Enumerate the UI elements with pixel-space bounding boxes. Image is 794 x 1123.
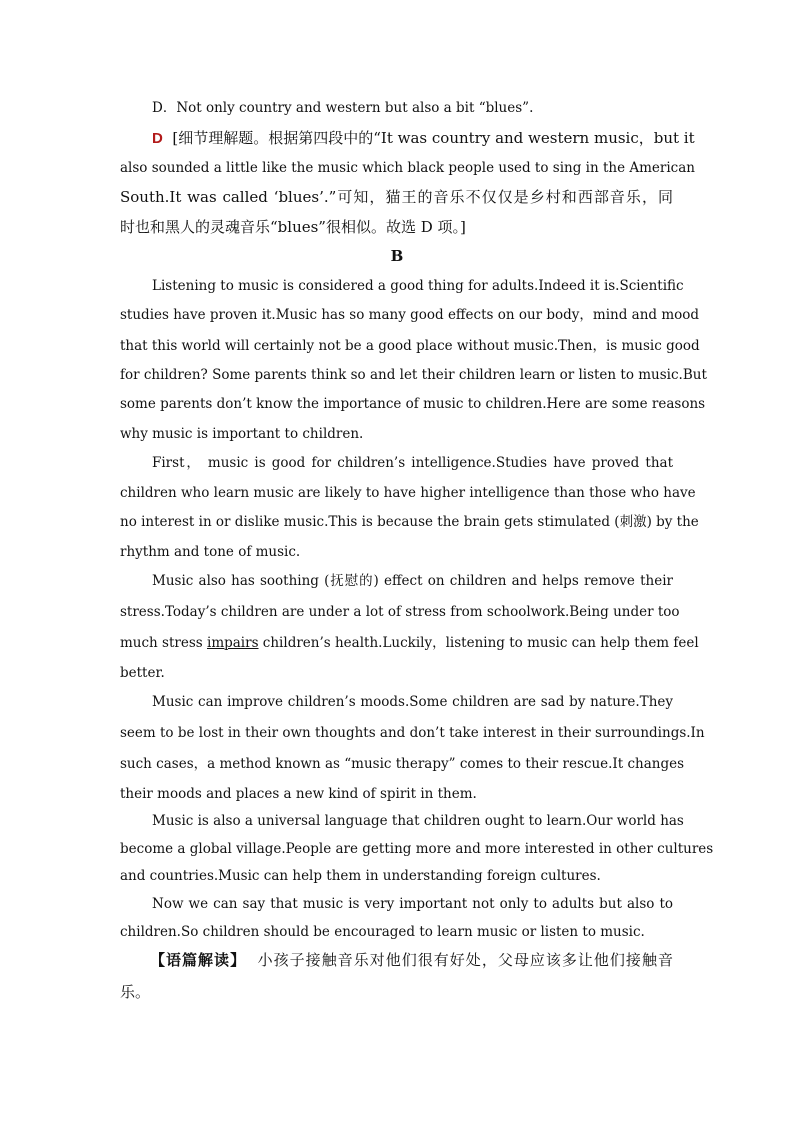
- p4-line-3: such cases，a method known as “music therapy” comes to their rescue.It changes: [120, 756, 685, 772]
- p1-line-4: for children? Some parents think so and let their children learn or listen to music.But: [120, 367, 707, 383]
- p5-line-1: Music is also a universal language that children ought to learn.Our world has: [152, 813, 684, 829]
- reading-note-line-1: [150, 950, 673, 970]
- p1-line-3: that this world will certainly not be a good place without music.Then，is music good: [120, 338, 700, 354]
- answer-letter: D: [152, 130, 163, 147]
- reading-note-line-2: 乐。: [120, 983, 151, 1001]
- answer-text-1: [细节理解题。根据第四段中的“It was country and western music，but it: [172, 129, 695, 147]
- p1-line-1: Listening to music is considered a good thing for adults.Indeed it is.Scientific: [152, 278, 684, 294]
- p4-line-2: seem to be lost in their own thoughts and don’t take interest in their surroundings.In: [120, 725, 705, 741]
- p5-line-2: become a global village.People are getting more and more interested in other cultures: [120, 841, 714, 857]
- p2-line-1: First， music is good for children’s intelligence.Studies have proved that: [152, 455, 673, 471]
- section-heading: B: [390, 247, 404, 265]
- answer-line-4: 时也和黑人的灵魂音乐“blues”很相似。故选 D 项。]: [120, 218, 466, 236]
- p3-line-3: [120, 633, 699, 653]
- reading-note-label: 【语篇解读】: [150, 951, 247, 969]
- p4-line-4: their moods and places a new kind of spirit in them.: [120, 786, 477, 802]
- p4-line-1: Music can improve children’s moods.Some children are sad by nature.They: [152, 694, 673, 710]
- p6-line-2: children.So children should be encouraged to learn music or listen to music.: [120, 924, 645, 940]
- answer-line-3: South.It was called ‘blues’.”可知，猫王的音乐不仅仅是乡村和西部音乐，同: [120, 188, 673, 206]
- option-d: D．Not only country and western but also a bit “blues”.: [152, 100, 534, 116]
- p3-line-3-start: much stress: [120, 635, 207, 651]
- p1-line-2: studies have proven it.Music has so many good effects on our body，mind and mood: [120, 307, 700, 323]
- p3-line-4: better.: [120, 665, 165, 681]
- p2-line-2: children who learn music are likely to have higher intelligence than those who have: [120, 485, 696, 501]
- p2-line-3: no interest in or dislike music.This is because the brain gets stimulated (刺激) by the: [120, 514, 699, 530]
- p3-line-2: stress.Today’s children are under a lot of stress from schoolwork.Being under too: [120, 604, 680, 620]
- p6-line-1: Now we can say that music is very important not only to adults but also to: [152, 896, 673, 912]
- reading-note-text: 小孩子接触音乐对他们很有好处，父母应该多让他们接触音: [257, 951, 673, 969]
- answer-line-1: [152, 128, 695, 149]
- p1-line-5: some parents don’t know the importance of music to children.Here are some reasons: [120, 396, 706, 412]
- p2-line-4: rhythm and tone of music.: [120, 544, 301, 560]
- p3-line-1: Music also has soothing (抚慰的) effect on children and helps remove their: [152, 573, 673, 589]
- answer-line-2: also sounded a little like the music which black people used to sing in the American: [120, 160, 695, 176]
- p1-line-6: why music is important to children.: [120, 426, 364, 442]
- p3-line-3-end: children’s health.Luckily，listening to music can help them feel: [258, 635, 699, 651]
- underlined-word: impairs: [207, 635, 259, 651]
- p5-line-3: and countries.Music can help them in understanding foreign cultures.: [120, 868, 601, 884]
